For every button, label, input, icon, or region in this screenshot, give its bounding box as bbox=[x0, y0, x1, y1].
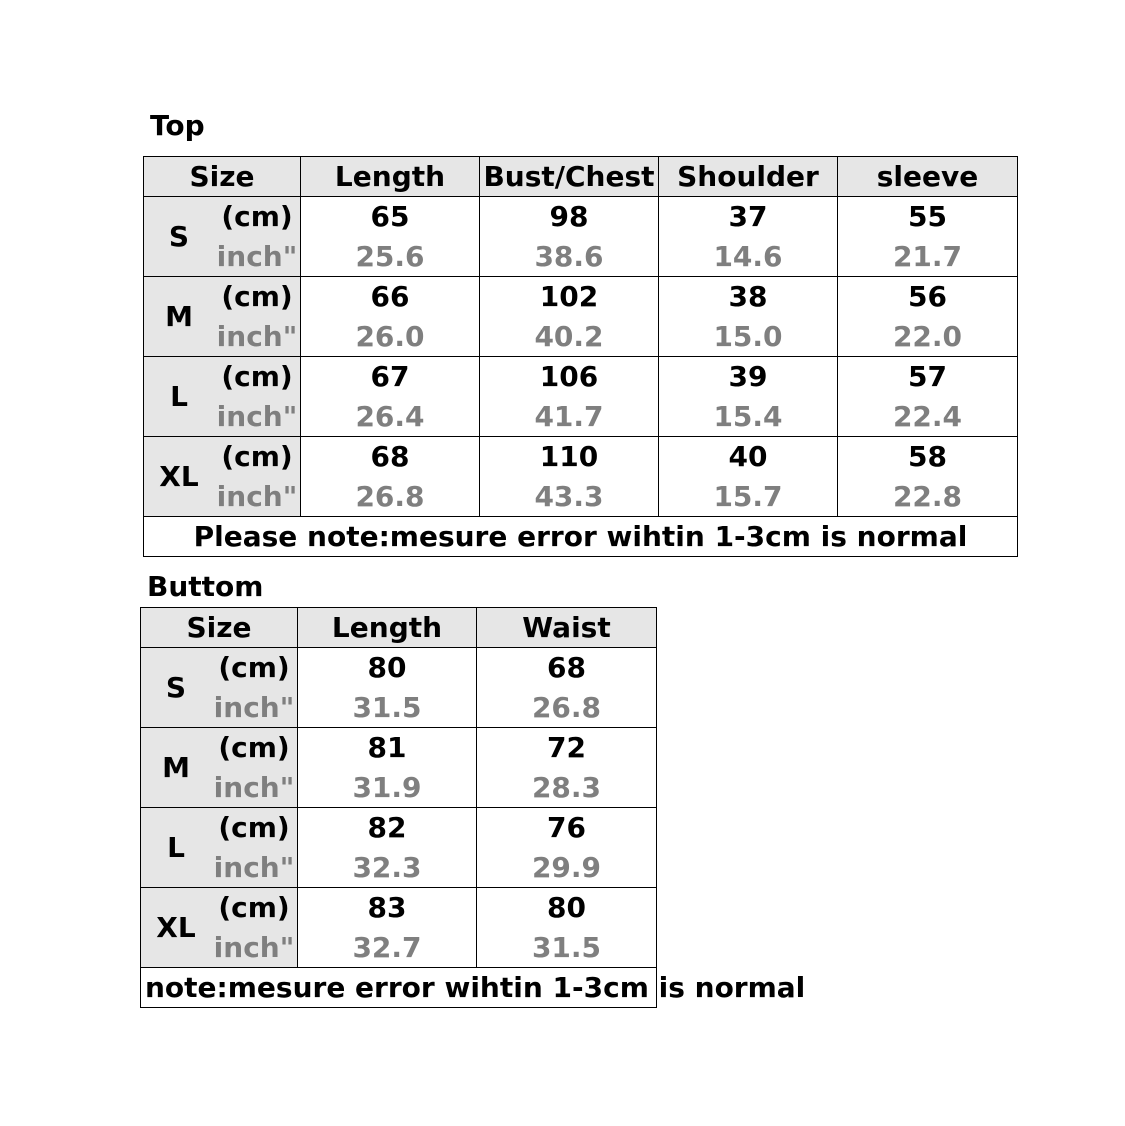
size-label: M bbox=[162, 751, 190, 784]
value-cell: 55 21.7 bbox=[838, 197, 1018, 277]
size-cell bbox=[141, 648, 298, 728]
value-cell: 57 22.4 bbox=[838, 357, 1018, 437]
value-cell: 102 40.2 bbox=[480, 277, 659, 357]
value-cell: 83 32.7 bbox=[298, 888, 477, 968]
table-row bbox=[144, 197, 1018, 277]
value-cell: 80 31.5 bbox=[477, 888, 657, 968]
top-header-row bbox=[144, 157, 1018, 197]
table-row bbox=[141, 888, 657, 968]
top-size-table bbox=[143, 156, 1018, 557]
value-cell: 68 26.8 bbox=[301, 437, 480, 517]
size-cell bbox=[144, 277, 301, 357]
table-row bbox=[144, 437, 1018, 517]
table-row bbox=[144, 277, 1018, 357]
value-cell: 98 38.6 bbox=[480, 197, 659, 277]
value-cell: 37 14.6 bbox=[659, 197, 838, 277]
unit-inch: inch" bbox=[213, 931, 295, 964]
size-label: XL bbox=[159, 460, 199, 493]
bottom-header-row bbox=[141, 608, 657, 648]
size-cell bbox=[141, 888, 298, 968]
value-cell: 66 26.0 bbox=[301, 277, 480, 357]
value-cell: 65 25.6 bbox=[301, 197, 480, 277]
bottom-note: note:mesure error wihtin 1-3cm is normal bbox=[141, 968, 657, 1008]
value-cell: 81 31.9 bbox=[298, 728, 477, 808]
size-label: L bbox=[170, 380, 188, 413]
unit-inch: inch" bbox=[213, 771, 295, 804]
top-col-sleeve-header: sleeve bbox=[838, 157, 1018, 197]
top-section-title: Top bbox=[150, 109, 205, 142]
value-cell: 67 26.4 bbox=[301, 357, 480, 437]
unit-inch: inch" bbox=[216, 400, 298, 433]
unit-cm: (cm) bbox=[218, 891, 290, 924]
value-cell: 82 32.3 bbox=[298, 808, 477, 888]
value-cell: 58 22.8 bbox=[838, 437, 1018, 517]
size-cell bbox=[141, 728, 298, 808]
unit-cm: (cm) bbox=[218, 731, 290, 764]
bottom-section-title: Buttom bbox=[147, 570, 264, 603]
value-cell: 38 15.0 bbox=[659, 277, 838, 357]
bottom-size-header: Size bbox=[141, 608, 298, 648]
value-cell: 40 15.7 bbox=[659, 437, 838, 517]
value-cell: 72 28.3 bbox=[477, 728, 657, 808]
bottom-size-table bbox=[140, 607, 806, 1008]
top-size-header: Size bbox=[144, 157, 301, 197]
bottom-col-waist-header: Waist bbox=[477, 608, 657, 648]
table-row bbox=[144, 357, 1018, 437]
unit-inch: inch" bbox=[213, 851, 295, 884]
size-label: M bbox=[165, 300, 193, 333]
table-row bbox=[141, 808, 657, 888]
unit-inch: inch" bbox=[216, 480, 298, 513]
value-cell: 106 41.7 bbox=[480, 357, 659, 437]
value-cell: 56 22.0 bbox=[838, 277, 1018, 357]
top-col-shoulder-header: Shoulder bbox=[659, 157, 838, 197]
top-col-length-header: Length bbox=[301, 157, 480, 197]
size-label: S bbox=[165, 671, 187, 704]
value-cell: 68 26.8 bbox=[477, 648, 657, 728]
size-cell bbox=[141, 808, 298, 888]
size-label: L bbox=[167, 831, 185, 864]
value-cell: 39 15.4 bbox=[659, 357, 838, 437]
top-note: Please note:mesure error wihtin 1-3cm is normal bbox=[144, 517, 1018, 557]
table-row bbox=[141, 728, 657, 808]
unit-inch: inch" bbox=[213, 691, 295, 724]
unit-cm: (cm) bbox=[221, 280, 293, 313]
unit-inch: inch" bbox=[216, 320, 298, 353]
bottom-col-length-header: Length bbox=[298, 608, 477, 648]
unit-cm: (cm) bbox=[218, 651, 290, 684]
value-cell: 80 31.5 bbox=[298, 648, 477, 728]
value-cell: 76 29.9 bbox=[477, 808, 657, 888]
unit-cm: (cm) bbox=[221, 440, 293, 473]
size-cell bbox=[144, 437, 301, 517]
unit-inch: inch" bbox=[216, 240, 298, 273]
top-col-bust-header: Bust/Chest bbox=[480, 157, 659, 197]
value-cell: 110 43.3 bbox=[480, 437, 659, 517]
size-cell bbox=[144, 197, 301, 277]
table-row bbox=[141, 648, 657, 728]
unit-cm: (cm) bbox=[218, 811, 290, 844]
unit-cm: (cm) bbox=[221, 200, 293, 233]
size-cell bbox=[144, 357, 301, 437]
unit-cm: (cm) bbox=[221, 360, 293, 393]
size-label: S bbox=[168, 220, 190, 253]
size-label: XL bbox=[156, 911, 196, 944]
